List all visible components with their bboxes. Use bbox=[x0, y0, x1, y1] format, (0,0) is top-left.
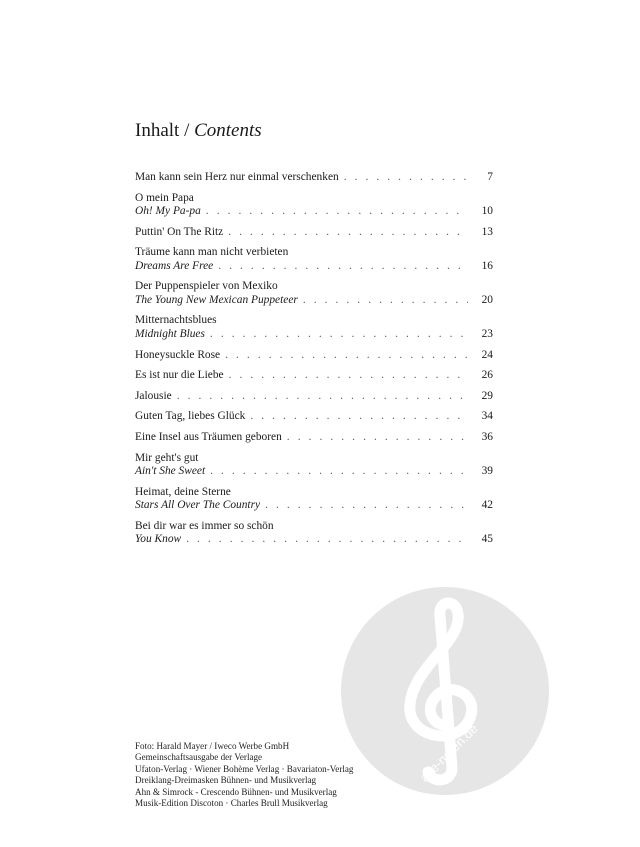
toc-line bbox=[135, 410, 493, 424]
toc-subtitle: Stars All Over The Country bbox=[135, 499, 261, 512]
toc-line bbox=[135, 349, 493, 363]
toc-subtitle: You Know bbox=[135, 533, 182, 546]
toc-line bbox=[135, 260, 493, 274]
title-english: Contents bbox=[194, 120, 262, 141]
toc-page-number: 24 bbox=[481, 348, 493, 361]
toc-page-number: 36 bbox=[481, 430, 493, 443]
toc-line bbox=[135, 205, 493, 219]
toc-line bbox=[135, 431, 493, 445]
dot-leader bbox=[265, 499, 468, 513]
toc-page-number: 23 bbox=[481, 327, 493, 340]
toc-entry bbox=[135, 192, 493, 219]
toc-page-number: 26 bbox=[481, 369, 493, 382]
toc-entry bbox=[135, 171, 493, 185]
toc-title: Mir geht's gut bbox=[135, 451, 199, 464]
dot-leader bbox=[228, 226, 468, 240]
toc-entry bbox=[135, 314, 493, 341]
toc-line bbox=[135, 226, 493, 240]
credit-line: Ahn & Simrock - Crescendo Bühnen- und Musikverlag bbox=[135, 786, 337, 797]
dot-leader bbox=[177, 390, 468, 404]
toc-entry bbox=[135, 246, 493, 273]
dot-leader bbox=[186, 533, 468, 547]
toc-entry bbox=[135, 520, 493, 547]
toc-page-number: 42 bbox=[481, 499, 493, 512]
dot-leader bbox=[218, 260, 468, 274]
dot-leader bbox=[344, 171, 468, 185]
toc-title: Guten Tag, liebes Glück bbox=[135, 410, 246, 423]
credit-line: Gemeinschaftsausgabe der Verlage bbox=[135, 752, 263, 763]
toc-line bbox=[135, 328, 493, 342]
credit-line: Musik-Edition Discoton · Charles Brull Musikverlag bbox=[135, 798, 328, 809]
dot-leader bbox=[210, 465, 468, 479]
credit-line: Ufaton-Verlag · Wiener Bohème Verlag · Bavariaton-Verlag bbox=[135, 763, 354, 774]
toc-page-number: 34 bbox=[481, 410, 493, 423]
toc-entry bbox=[135, 349, 493, 363]
toc-subtitle: Ain't She Sweet bbox=[135, 465, 206, 478]
dot-leader bbox=[210, 328, 468, 342]
toc-entry bbox=[135, 226, 493, 240]
toc-title: Jalousie bbox=[135, 389, 172, 402]
toc-line bbox=[135, 294, 493, 308]
toc-title: O mein Papa bbox=[135, 191, 194, 204]
toc-entry bbox=[135, 452, 493, 479]
toc-page-number: 29 bbox=[481, 389, 493, 402]
title-german: Inhalt bbox=[135, 120, 180, 141]
toc-title: Puttin' On The Ritz bbox=[135, 225, 224, 238]
publisher-credits bbox=[135, 741, 353, 809]
toc-title: Honeysuckle Rose bbox=[135, 348, 221, 361]
toc-title: Bei dir war es immer so schön bbox=[135, 519, 274, 532]
toc-subtitle: Dreams Are Free bbox=[135, 259, 214, 272]
toc-page-number: 39 bbox=[481, 465, 493, 478]
toc-title: Träume kann man nicht verbieten bbox=[135, 246, 289, 259]
toc-page-number: 20 bbox=[481, 293, 493, 306]
dot-leader bbox=[250, 410, 468, 424]
toc-entry bbox=[135, 486, 493, 513]
credit-line: Foto: Harald Mayer / Iweco Werbe GmbH bbox=[135, 741, 290, 751]
dot-leader bbox=[206, 205, 468, 219]
watermark-logo bbox=[340, 586, 550, 796]
toc-title: Eine Insel aus Träumen geboren bbox=[135, 430, 282, 443]
toc-line bbox=[135, 533, 493, 547]
toc-entry bbox=[135, 431, 493, 445]
toc-page-number: 10 bbox=[481, 205, 493, 218]
toc-title: Es ist nur die Liebe bbox=[135, 369, 224, 382]
toc-entry bbox=[135, 280, 493, 307]
table-of-contents bbox=[135, 171, 493, 554]
dot-leader bbox=[287, 431, 468, 445]
toc-page-number: 13 bbox=[481, 225, 493, 238]
dot-leader bbox=[229, 369, 468, 383]
toc-title: Man kann sein Herz nur einmal verschenken bbox=[135, 171, 339, 183]
toc-page-number: 16 bbox=[481, 259, 493, 272]
toc-entry bbox=[135, 369, 493, 383]
page-title bbox=[135, 120, 262, 142]
toc-line bbox=[135, 390, 493, 404]
toc-title: Der Puppenspieler von Mexiko bbox=[135, 280, 278, 293]
toc-page-number: 7 bbox=[487, 171, 493, 183]
toc-line bbox=[135, 499, 493, 513]
toc-line bbox=[135, 465, 493, 479]
toc-subtitle: Midnight Blues bbox=[135, 327, 205, 340]
credit-line: Dreiklang-Dreimasken Bühnen- und Musikverlag bbox=[135, 775, 317, 786]
dot-leader bbox=[225, 349, 468, 363]
toc-line bbox=[135, 369, 493, 383]
toc-title: Heimat, deine Sterne bbox=[135, 485, 231, 498]
dot-leader bbox=[303, 294, 468, 308]
toc-subtitle: Oh! My Pa-pa bbox=[135, 205, 201, 218]
toc-page-number: 45 bbox=[481, 533, 493, 546]
toc-entry bbox=[135, 410, 493, 424]
toc-subtitle: The Young New Mexican Puppeteer bbox=[135, 293, 298, 306]
toc-entry bbox=[135, 390, 493, 404]
title-separator: / bbox=[179, 120, 195, 141]
toc-line bbox=[135, 171, 493, 185]
watermark-text: alle-noten.de bbox=[416, 720, 481, 785]
toc-title: Mitternachtsblues bbox=[135, 314, 217, 327]
